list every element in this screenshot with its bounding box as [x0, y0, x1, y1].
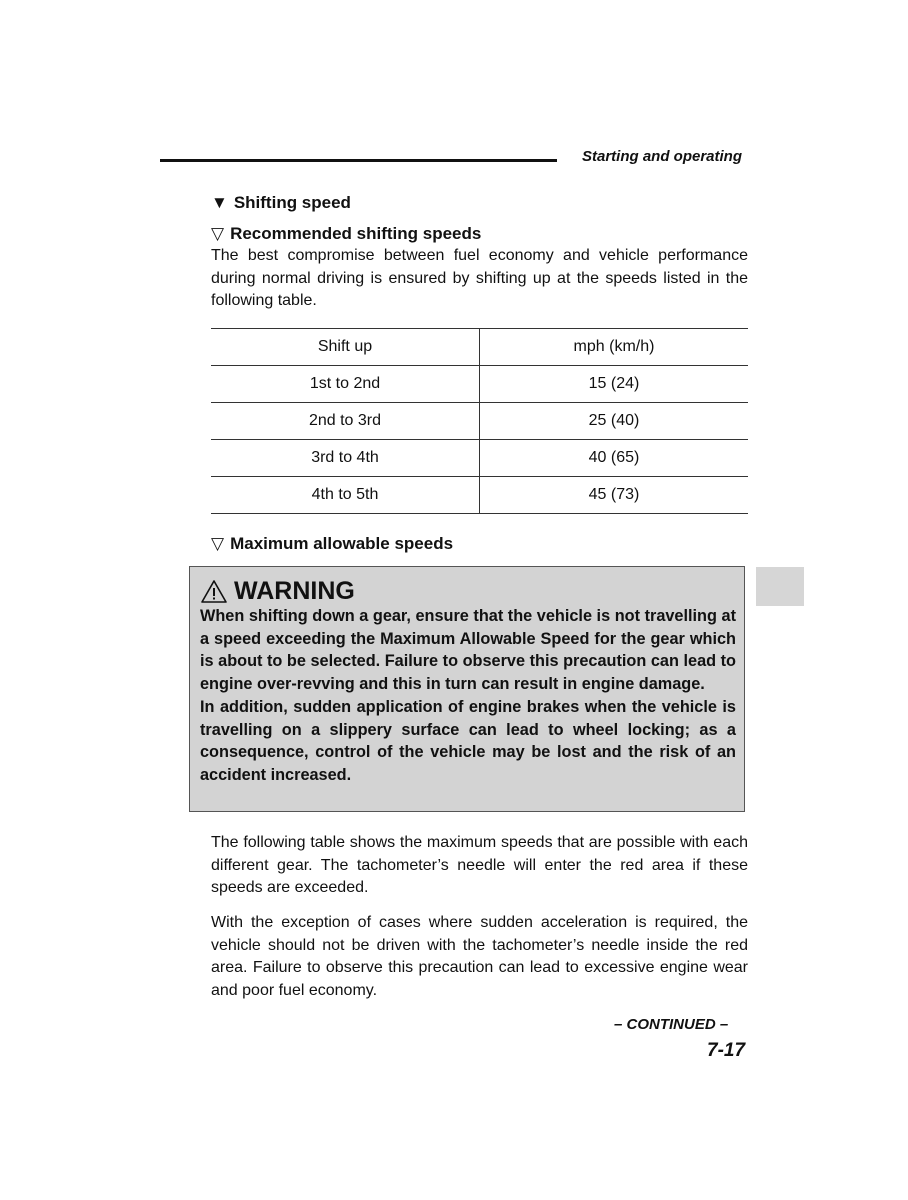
recommended-speeds-title: Recommended shifting speeds — [230, 224, 482, 243]
table-row — [211, 403, 748, 440]
table-cell: 25 (40) — [480, 403, 749, 440]
page-number: 7-17 — [707, 1040, 746, 1061]
table-cell: 45 (73) — [480, 477, 749, 514]
recommended-speeds-heading — [211, 224, 481, 244]
chapter-tab — [756, 567, 804, 606]
table-cell: 15 (24) — [480, 366, 749, 403]
header-rule — [160, 159, 557, 162]
recommended-intro: The best compromise between fuel economy and vehicle performance during normal driving is ensured by shifting up at the speeds listed in the following table. — [211, 247, 748, 310]
warning-paragraph-1: When shifting down a gear, ensure that the vehicle is not travelling at a speed exceeding the Maximum Allowable Speed for the gear which is about to be selected. Failure to observe this precaution can lead to engine over-revving and this in turn can result in engine damage. — [200, 607, 736, 694]
table-row — [211, 440, 748, 477]
warning-box — [189, 566, 745, 812]
table-cell: 2nd to 3rd — [211, 403, 480, 440]
table-cell: 1st to 2nd — [211, 366, 480, 403]
table-cell: 3rd to 4th — [211, 440, 480, 477]
continued-label: – CONTINUED – — [614, 1016, 729, 1033]
maximum-speeds-heading — [211, 534, 453, 554]
body-paragraph-2: With the exception of cases where sudden acceleration is required, the vehicle should not be driven with the tachometer’s needle inside the red area. Failure to observe this precaution can lead to excessive engine wear and poor fuel economy. — [211, 914, 748, 1000]
table-header-row — [211, 329, 748, 366]
body-paragraph-1: The following table shows the maximum speeds that are possible with each different gear. The tachometer’s needle will enter the red area if these speeds are exceeded. — [211, 834, 748, 897]
table-cell: 4th to 5th — [211, 477, 480, 514]
table-cell: 40 (65) — [480, 440, 749, 477]
shifting-speed-title: Shifting speed — [233, 193, 351, 212]
column-header: Shift up — [211, 329, 480, 366]
warning-text — [200, 605, 736, 787]
shifting-speed-table — [211, 328, 748, 514]
warning-paragraph-2: In addition, sudden application of engine brakes when the vehicle is travelling on a slippery surface can lead to wheel locking; as a consequence, control of the vehicle may be lost and the risk of an accident increased. — [200, 697, 736, 784]
filled-triangle-icon: ▼ — [211, 193, 228, 212]
warning-title: WARNING — [234, 577, 355, 605]
table-row — [211, 477, 748, 514]
warning-triangle-icon — [200, 579, 228, 604]
warning-header — [200, 577, 355, 606]
outline-triangle-icon: ▽ — [211, 224, 225, 243]
table-row — [211, 366, 748, 403]
shifting-speed-heading — [211, 193, 351, 213]
maximum-speeds-title: Maximum allowable speeds — [230, 534, 454, 553]
section-title: Starting and operating — [582, 148, 743, 165]
column-header: mph (km/h) — [480, 329, 749, 366]
outline-triangle-icon: ▽ — [211, 534, 225, 553]
